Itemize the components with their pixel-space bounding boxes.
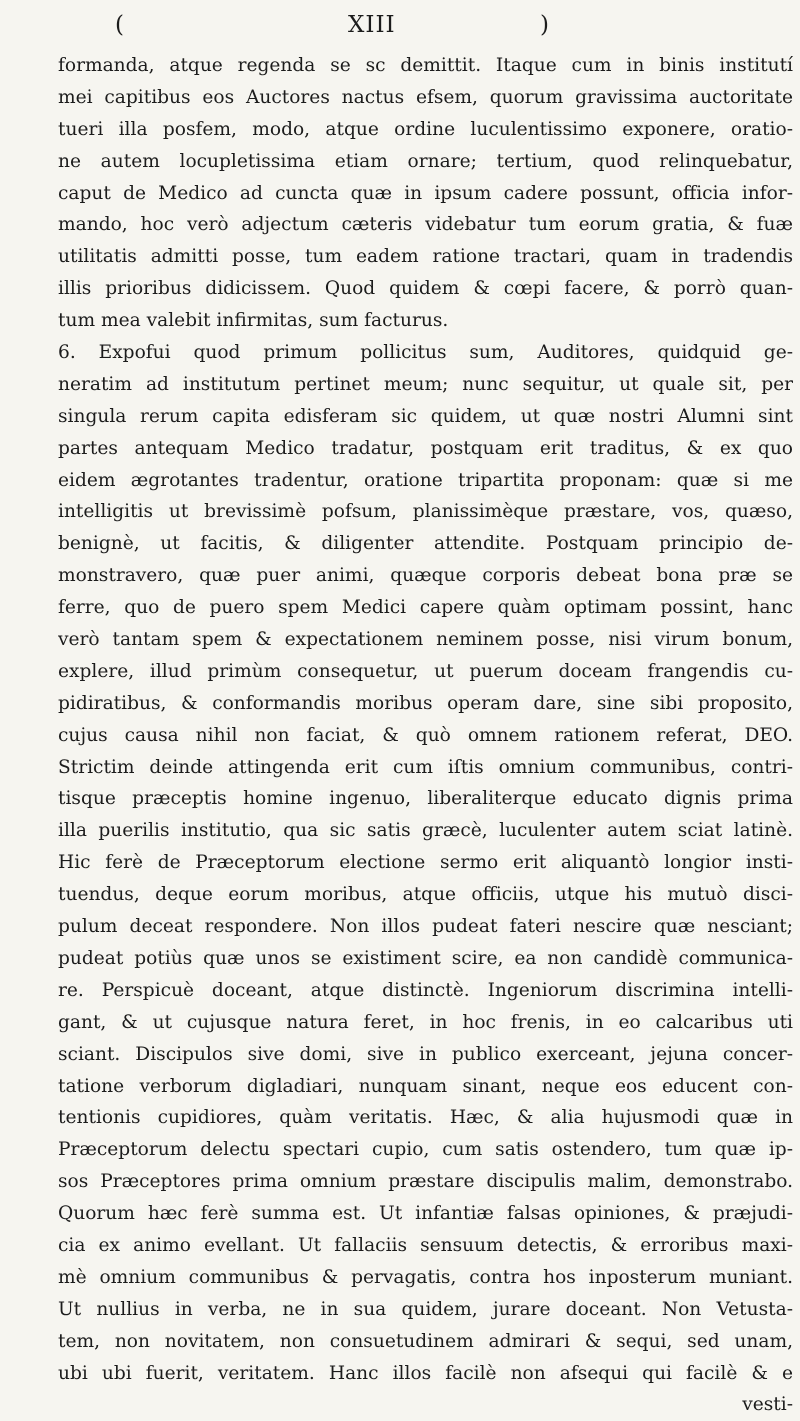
text-line: formanda, atque regenda se sc demittit. Itaque cum in binis institutí — [58, 55, 793, 76]
text-line: benignè, ut facitis, & diligenter attendite. Postquam principio de- — [58, 533, 793, 555]
text-line: 6. Expofui quod primum pollicitus sum, Auditores, quidquid ge- — [58, 342, 793, 364]
text-line: cia ex animo evellant. Ut fallaciis sensuum detectis, & erroribus maxi- — [58, 1234, 793, 1256]
text-line: mando, hoc verò adjectum cæteris videbatur tum eorum gratia, & fuæ — [58, 214, 793, 236]
text-line: sciant. Discipulos sive domi, sive in publico exerceant, jejuna concer- — [58, 1043, 793, 1065]
text-line: explere, illud primùm consequetur, ut puerum doceam frangendis cu- — [58, 660, 793, 682]
text-line: mei capitibus eos Auctores nactus efsem, quorum gravissima auctoritate — [58, 86, 793, 108]
text-line: Strictim deinde attingenda erit cum iſtis omnium communibus, contri- — [58, 756, 793, 778]
text-line: tisque præceptis homine ingenuo, liberaliterque educato dignis prima — [58, 788, 793, 810]
text-line: tatione verborum digladiari, nunquam sinant, neque eos educent con- — [58, 1075, 793, 1097]
text-line: illa puerilis institutio, qua sic satis græcè, luculenter autem sciat latinè. — [58, 820, 793, 842]
text-line: tueri illa posfem, modo, atque ordine luculentissimo exponere, oratio- — [58, 118, 793, 140]
text-line: illis prioribus didicissem. Quod quidem & cœpi facere, & porrò quan- — [58, 278, 793, 300]
text-line: Præceptorum delectu spectari cupio, cum satis ostendero, tum quæ ip- — [58, 1139, 793, 1161]
body-text — [58, 50, 793, 1421]
text-line: tum mea valebit infirmitas, sum facturus. — [58, 310, 449, 332]
header-close-paren: ) — [540, 12, 549, 38]
text-line: sos Præceptores prima omnium præstare discipulis malim, demonstrabo. — [58, 1171, 793, 1193]
text-line: ubi ubi fuerit, veritatem. Hanc illos facilè non afsequi qui facilè & e — [58, 1362, 793, 1384]
text-line: Ut nullius in verba, ne in sua quidem, jurare doceant. Non Vetusta- — [58, 1298, 793, 1320]
text-line: cujus causa nihil non faciat, & quò omnem rationem referat, DEO. — [58, 724, 793, 746]
text-line: mè omnium communibus & pervagatis, contra hos inposterum muniant. — [58, 1266, 793, 1288]
text-line: ne autem locupletissima etiam ornare; tertium, quod relinquebatur, — [58, 150, 793, 172]
text-line: singula rerum capita edisferam sic quidem, ut quæ nostri Alumni sint — [58, 405, 793, 427]
text-line: partes antequam Medico tradatur, postquam erit traditus, & ex quo — [58, 437, 793, 459]
text-line: monstravero, quæ puer animi, quæque corporis debeat bona præ se — [58, 565, 793, 587]
text-line: gant, & ut cujusque natura feret, in hoc frenis, in eo calcaribus uti — [58, 1011, 793, 1033]
text-line: re. Perspicuè doceant, atque distinctè. Ingeniorum discrimina intelli- — [58, 979, 793, 1001]
text-line: pidiratibus, & conformandis moribus operam dare, sine sibi proposito, — [58, 692, 793, 714]
page-number: XIII — [348, 12, 396, 38]
header-open-paren: ( — [115, 12, 124, 38]
text-line: tuendus, deque eorum moribus, atque officiis, utque his mutuò disci- — [58, 884, 793, 906]
text-line: verò tantam spem & expectationem neminem posse, nisi virum bonum, — [58, 629, 793, 651]
text-line: ferre, quo de puero spem Medici capere quàm optimam possint, hanc — [58, 597, 793, 619]
text-line: utilitatis admitti posse, tum eadem ratione tractari, quam in tradendis — [58, 246, 793, 268]
text-line: neratim ad institutum pertinet meum; nunc sequitur, ut quale sit, per — [58, 373, 793, 395]
text-line: Hic ferè de Præceptorum electione sermo erit aliquantò longior insti- — [58, 852, 793, 874]
text-line: tentionis cupidiores, quàm veritatis. Hæc, & alia hujusmodi quæ in — [58, 1107, 793, 1129]
catchword: vesti- — [742, 1394, 793, 1416]
text-line: Quorum hæc ferè summa est. Ut infantiæ falsas opiniones, & præjudi- — [58, 1203, 793, 1225]
text-line: intelligitis ut brevissimè pofsum, planissimèque præstare, vos, quæso, — [58, 501, 793, 523]
text-line: pulum deceat respondere. Non illos pudeat fateri nescire quæ nesciant; — [58, 916, 793, 938]
text-line: tem, non novitatem, non consuetudinem admirari & sequi, sed unam, — [58, 1330, 793, 1352]
text-line: pudeat potiùs quæ unos se existiment scire, ea non candidè communica- — [58, 947, 793, 969]
text-line: caput de Medico ad cuncta quæ in ipsum cadere possunt, officia infor- — [58, 182, 793, 204]
page-header — [0, 8, 800, 42]
text-line: eidem ægrotantes tradentur, oratione tripartita proponam: quæ si me — [58, 469, 793, 491]
